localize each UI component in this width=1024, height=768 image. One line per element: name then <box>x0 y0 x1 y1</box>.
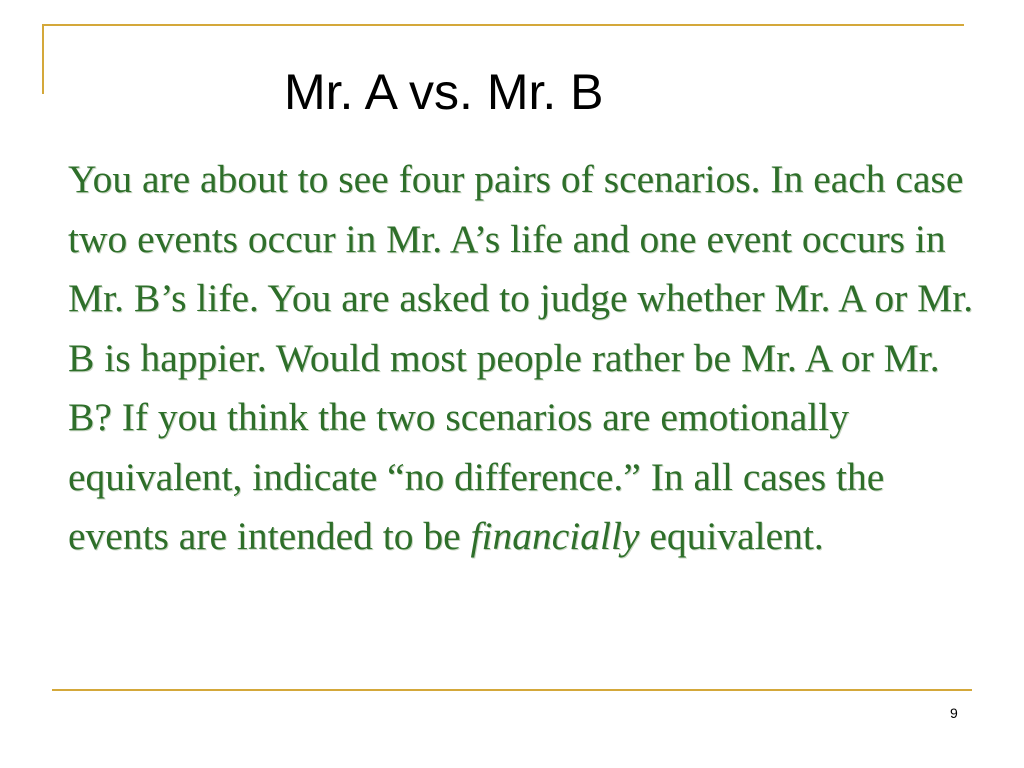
body-text-emphasis: financially <box>470 514 640 558</box>
frame-bottom-line <box>52 689 972 691</box>
slide-title: Mr. A vs. Mr. B <box>284 64 604 120</box>
frame-top-line <box>42 24 964 26</box>
frame-left-line <box>42 24 44 94</box>
slide-body-text <box>68 150 978 567</box>
page-number: 9 <box>950 705 958 721</box>
body-text-main: You are about to see four pairs of scenarios. In each case two events occur in Mr. A’s life and one event occurs in Mr. B’s life. You are asked to judge whether Mr. A or Mr. B is happier. Would most people rather be Mr. A or Mr. B? If you think the two scenarios are emotionally equivalent, indicate “no difference.” In all cases the events are intended to be <box>68 157 974 558</box>
body-text-end: equivalent. <box>639 514 824 558</box>
